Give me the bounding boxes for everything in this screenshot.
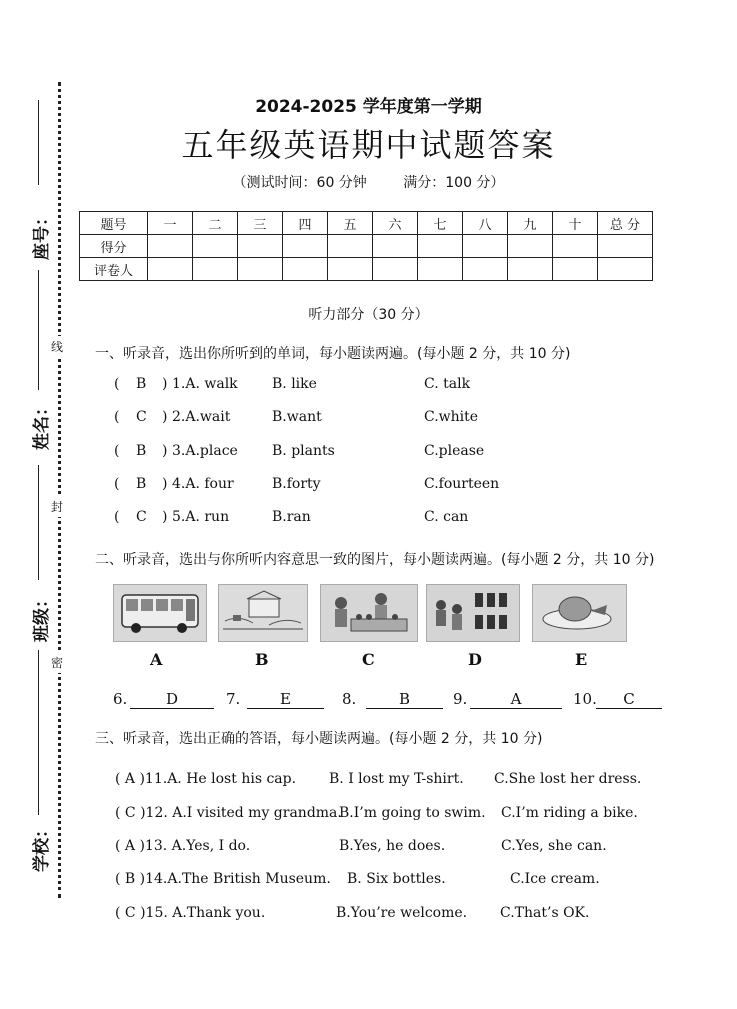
option-b: B. Six bottles. — [347, 871, 446, 887]
answer: B — [136, 376, 147, 392]
school-line — [38, 650, 39, 815]
option-c: C.Ice cream. — [510, 871, 600, 887]
answer: C — [136, 409, 147, 425]
option-a: 3.A.place — [172, 443, 238, 459]
option-c: C.Yes, she can. — [501, 838, 607, 854]
picture-label-b: B — [255, 650, 269, 669]
seat-label: 座号： — [32, 209, 52, 260]
score-table-header-row — [80, 212, 653, 235]
answer: B — [136, 476, 147, 492]
section-3-title: 三、听录音，选出正确的答语，每小题读两遍。(每小题 2 分，共 10 分) — [95, 731, 543, 747]
school-year: 2024-2025 学年度第一学期 — [255, 97, 482, 117]
option-b: B.Yes, he does. — [339, 838, 446, 854]
fill-number: 9. — [453, 690, 468, 708]
fill-answer[interactable]: D — [130, 690, 214, 709]
grader-cell[interactable] — [418, 258, 463, 281]
seal-mark-seal: 封 — [51, 496, 63, 517]
grader-cell[interactable] — [508, 258, 553, 281]
grader-cell[interactable] — [238, 258, 283, 281]
close-paren: ) — [162, 509, 168, 525]
question-text: ( B )14.A.The British Museum. — [115, 871, 331, 887]
option-b: B.forty — [272, 476, 321, 492]
score-row — [80, 235, 653, 258]
open-paren: ( — [114, 409, 120, 425]
table-header-cell: 二 — [193, 212, 238, 235]
option-b: B. plants — [272, 443, 335, 459]
open-paren: ( — [114, 376, 120, 392]
name-line — [38, 270, 39, 390]
fill-number: 10. — [573, 690, 597, 708]
option-b: B. I lost my T-shirt. — [329, 771, 464, 787]
people-shopping-icon — [321, 585, 417, 641]
option-c: C.white — [424, 409, 479, 425]
fill-number: 6. — [113, 690, 128, 708]
children-chairs-icon — [427, 585, 519, 641]
grader-cell[interactable] — [148, 258, 193, 281]
option-a: 4.A. four — [172, 476, 234, 492]
score-table — [79, 211, 653, 281]
score-cell[interactable] — [283, 235, 328, 258]
option-c: C.That’s OK. — [500, 905, 590, 921]
grader-cell[interactable] — [463, 258, 508, 281]
listening-heading: 听力部分（30 分） — [308, 307, 429, 323]
bus-icon — [114, 585, 206, 641]
open-paren: ( — [114, 509, 120, 525]
fill-number: 8. — [342, 690, 357, 708]
question-text: ( C )12. A.I visited my grandma. — [115, 805, 342, 821]
table-header-cell: 十 — [553, 212, 598, 235]
table-header-cell: 九 — [508, 212, 553, 235]
exam-time: （测试时间：60 分钟 — [232, 175, 367, 191]
table-header-cell: 题号 — [80, 212, 148, 235]
hat-icon — [533, 585, 626, 641]
close-paren: ) — [162, 409, 168, 425]
fill-answer[interactable]: E — [247, 690, 324, 709]
open-paren: ( — [114, 443, 120, 459]
option-c: C.fourteen — [424, 476, 500, 492]
answer: C — [136, 509, 147, 525]
question-text: ( A )13. A.Yes, I do. — [115, 838, 251, 854]
score-cell[interactable] — [553, 235, 598, 258]
picture-label-c: C — [362, 650, 375, 669]
table-header-cell: 六 — [373, 212, 418, 235]
exam-full-score: 满分：100 分） — [403, 175, 505, 191]
option-c: C.She lost her dress. — [494, 771, 642, 787]
open-paren: ( — [114, 476, 120, 492]
page-title: 五年级英语期中试题答案 — [181, 126, 556, 164]
fill-answer[interactable]: B — [366, 690, 443, 709]
table-header-cell: 五 — [328, 212, 373, 235]
picture-label-d: D — [468, 650, 482, 669]
option-c: C.please — [424, 443, 485, 459]
score-cell[interactable] — [463, 235, 508, 258]
hat-picture — [532, 584, 627, 642]
grader-row — [80, 258, 653, 281]
close-paren: ) — [162, 476, 168, 492]
option-b: B. like — [272, 376, 317, 392]
option-c: C. can — [424, 509, 469, 525]
close-paren: ) — [162, 443, 168, 459]
fill-answer[interactable]: C — [596, 690, 662, 709]
class-label: 班级： — [32, 591, 52, 642]
seal-mark-line: 线 — [51, 336, 63, 357]
school-label: 学校： — [32, 821, 52, 872]
grader-cell[interactable] — [373, 258, 418, 281]
section-2-title: 二、听录音，选出与你所听内容意思一致的图片，每小题读两遍。(每小题 2 分，共 10 分) — [95, 552, 655, 568]
score-cell[interactable] — [508, 235, 553, 258]
children-picture — [426, 584, 520, 642]
grader-cell[interactable] — [193, 258, 238, 281]
grader-row-label: 评卷人 — [80, 258, 148, 281]
picture-label-a: A — [150, 650, 163, 669]
farm-icon — [219, 585, 307, 641]
score-cell[interactable] — [418, 235, 463, 258]
table-header-cell: 总 分 — [598, 212, 653, 235]
option-b: B.ran — [272, 509, 311, 525]
grader-cell[interactable] — [283, 258, 328, 281]
score-cell[interactable] — [193, 235, 238, 258]
fill-answer[interactable]: A — [470, 690, 562, 709]
option-a: 2.A.wait — [172, 409, 231, 425]
option-b: B.want — [272, 409, 322, 425]
question-text: ( C )15. A.Thank you. — [115, 905, 266, 921]
seal-mark-secret: 密 — [51, 652, 63, 673]
score-cell[interactable] — [328, 235, 373, 258]
option-c: C.I’m riding a bike. — [501, 805, 638, 821]
option-a: 5.A. run — [172, 509, 230, 525]
grader-cell[interactable] — [598, 258, 653, 281]
table-header-cell: 三 — [238, 212, 283, 235]
table-header-cell: 八 — [463, 212, 508, 235]
grader-cell[interactable] — [328, 258, 373, 281]
score-row-label: 得分 — [80, 235, 148, 258]
score-cell[interactable] — [598, 235, 653, 258]
answer: B — [136, 443, 147, 459]
table-header-cell: 四 — [283, 212, 328, 235]
bus-picture — [113, 584, 207, 642]
shopping-picture — [320, 584, 418, 642]
binding-dotted-line — [58, 82, 61, 898]
score-cell[interactable] — [148, 235, 193, 258]
class-line — [38, 465, 39, 580]
option-b: B.You’re welcome. — [336, 905, 468, 921]
score-cell[interactable] — [373, 235, 418, 258]
section-1-title: 一、听录音，选出你所听到的单词，每小题读两遍。(每小题 2 分，共 10 分) — [95, 346, 571, 362]
question-text: ( A )11.A. He lost his cap. — [115, 771, 297, 787]
fill-number: 7. — [226, 690, 241, 708]
picture-label-e: E — [575, 650, 588, 669]
table-header-cell: 七 — [418, 212, 463, 235]
option-b: B.I’m going to swim. — [339, 805, 486, 821]
score-cell[interactable] — [238, 235, 283, 258]
name-label: 姓名： — [32, 399, 52, 450]
option-a: 1.A. walk — [172, 376, 238, 392]
exam-info — [0, 172, 737, 192]
close-paren: ) — [162, 376, 168, 392]
table-header-cell: 一 — [148, 212, 193, 235]
grader-cell[interactable] — [553, 258, 598, 281]
option-c: C. talk — [424, 376, 471, 392]
farm-picture — [218, 584, 308, 642]
